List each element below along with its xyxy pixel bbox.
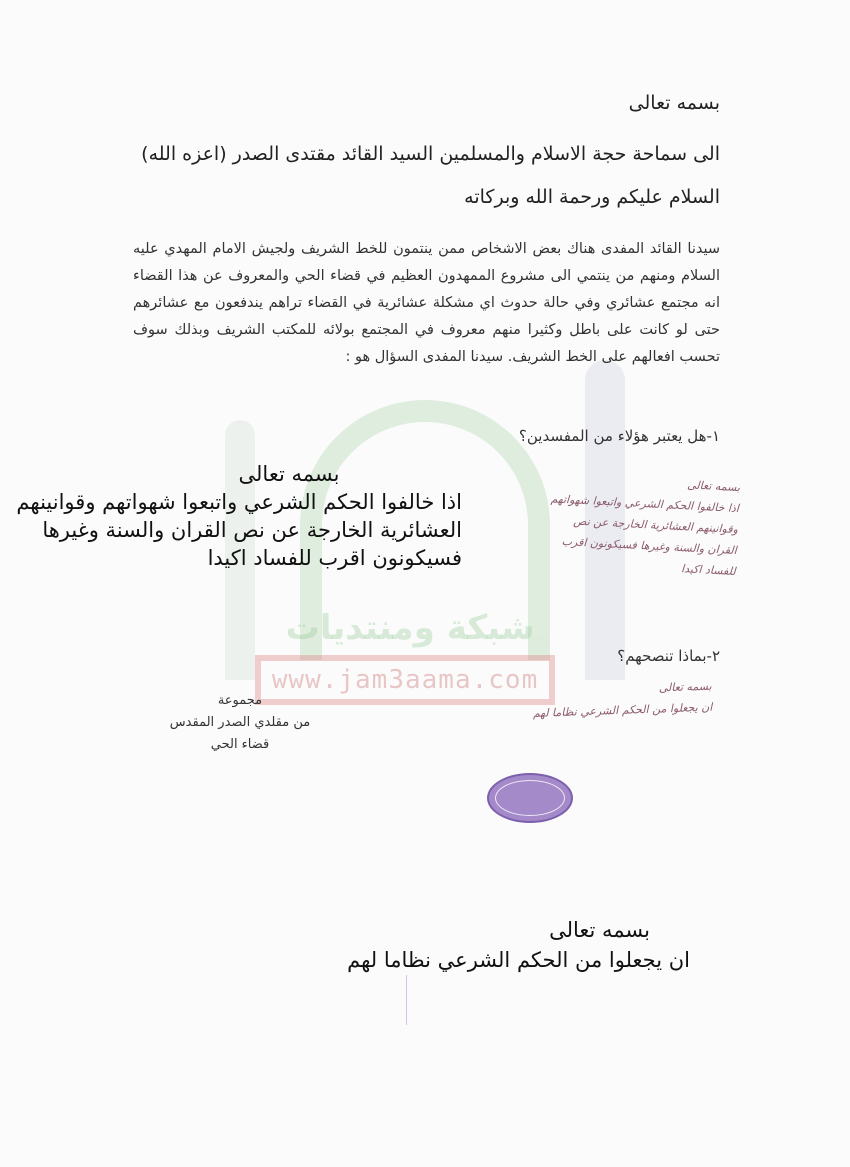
question-1: ١-هل يعتبر هؤلاء من المفسدين؟ [518,427,720,445]
watermark-url-text: www.jam3aama.com [271,665,539,695]
handwritten-line: للفساد اكيدا [680,562,736,578]
watermark-network-text: شبكة ومنتديات [285,608,535,648]
handwritten-line: اذا خالفوا الحكم الشرعي واتبعوا شهواتهم [550,492,740,516]
handwritten-line: بسمه تعالى [686,478,741,495]
vertical-mark [406,975,407,1025]
answer-2 [280,915,690,975]
answer-1-title: بسمه تعالى [238,462,340,486]
letter-body: سيدنا القائد المفدى هناك بعض الاشخاص ممن ينتمون للخط الشريف ولجيش الامام المهدي عليه السلام ومنهم من ينتمي الى مشروع الممهدون العظيم في قضاء الحي والمعروف عن هذا القضاء انه مجتمع عشائري وفي حالة حدوث اي مشكلة عشائرية في القضاء تراهم يندفعون مع عشائرهم حتى لو كانت على باطل وكثيرا منهم معروف في المجتمع بولائه للمكتب الشريف وبذلك سوف تحسب افعالهم على الخط الشريف. سيدنا المفدى السؤال هو : [133,241,720,365]
handwritten-line: وقوانينهم العشائرية الخارجة عن نص [572,514,739,537]
signature-line-2: من مقلدي الصدر المقدس [169,715,311,730]
stamp-inner-ring [495,780,565,816]
handwritten-line: ان يجعلوا من الحكم الشرعي نظاما لهم [532,700,713,720]
handwritten-answer-2 [461,676,712,727]
answer-2-title: بسمه تعالى [549,918,650,942]
handwritten-line: القران والسنة وغيرها فسيكونون اقرب [561,534,738,558]
letter-addressee: الى سماحة حجة الاسلام والمسلمين السيد القائد مقتدى الصدر (اعزه الله) [141,143,720,165]
answer-1 [6,460,462,572]
signature-block [150,690,330,756]
question-2: ٢-بماذا تنصحهم؟ [617,647,720,665]
official-stamp [487,773,573,823]
letter-greeting: بسمه تعالى [628,92,720,114]
handwritten-answer-1 [465,463,740,582]
handwritten-line: بسمه تعالى [658,679,712,695]
signature-line-1: مجموعة [217,693,263,708]
answer-1-text: اذا خالفوا الحكم الشرعي واتبعوا شهواتهم وقوانينهم العشائرية الخارجة عن نص القران والسنة وغيرها فسيكونون اقرب للفساد اكيدا [16,490,462,570]
signature-line-3: قضاء الحي [210,737,270,752]
answer-2-text: ان يجعلوا من الحكم الشرعي نظاما لهم [347,948,690,972]
letter-salam: السلام عليكم ورحمة الله وبركاته [464,186,720,208]
